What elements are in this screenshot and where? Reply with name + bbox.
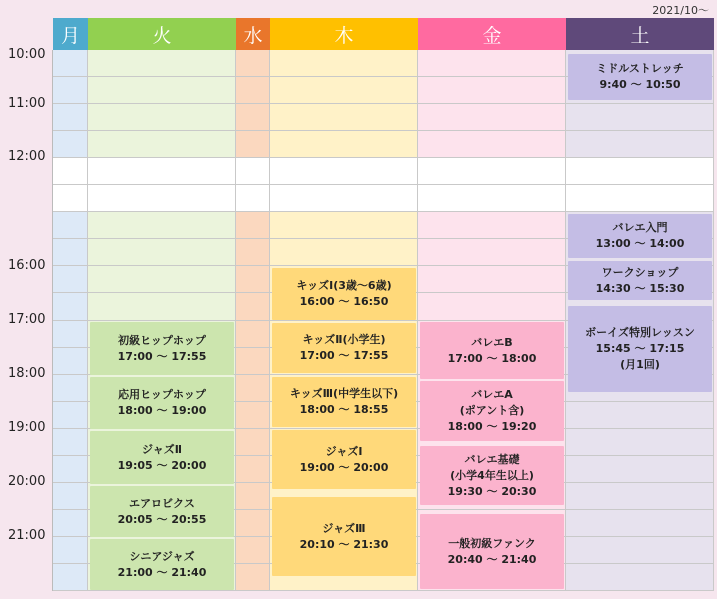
class-time: 15:45 〜 17:15 (月1回) [595, 342, 685, 371]
slot-fri [418, 131, 566, 158]
class-title: 応用ヒップホップ [118, 388, 206, 401]
slot-fri [418, 50, 566, 77]
slot-wed [236, 564, 270, 591]
grid-border [52, 50, 53, 591]
class-block[interactable] [568, 261, 712, 300]
slot-wed [236, 537, 270, 564]
slot-sat [566, 564, 714, 591]
slot-mon [53, 402, 88, 429]
class-title: ジャズⅢ [322, 521, 366, 535]
slot-wed [236, 321, 270, 348]
slot-fri [418, 239, 566, 266]
slot-mon [53, 212, 88, 239]
slot-wed [236, 348, 270, 375]
slot-mon [53, 456, 88, 483]
time-label: 21:00 [8, 528, 46, 543]
class-title: キッズⅡ(小学生) [302, 333, 386, 346]
slot-tue [88, 50, 236, 77]
class-title: エアロビクス [129, 496, 195, 510]
class-title: バレエ基礎 (小学4年生以上) [450, 452, 534, 482]
class-block[interactable] [90, 377, 234, 429]
time-label: 17:00 [8, 312, 46, 327]
slot-thu [270, 212, 418, 239]
class-title: ボーイズ特別レッスン [585, 326, 695, 339]
time-label: 18:00 [8, 366, 46, 381]
slot-wed [236, 239, 270, 266]
slot-tue [88, 266, 236, 293]
class-block[interactable] [568, 214, 712, 258]
slot-thu [270, 50, 418, 77]
slot-sat [566, 402, 714, 429]
class-time: 21:00 〜 21:40 [117, 565, 207, 579]
class-title: 初級ヒップホップ [118, 333, 206, 347]
slot-mon [53, 375, 88, 402]
slot-sat [566, 429, 714, 456]
slot-wed [236, 483, 270, 510]
slot-wed [236, 429, 270, 456]
day-header-sat: 土 [566, 18, 714, 50]
class-time: 9:40 〜 10:50 [599, 78, 681, 91]
slot-sat [566, 104, 714, 131]
slot-tue [88, 185, 236, 212]
slot-sat [566, 483, 714, 510]
time-label: 16:00 [8, 258, 46, 273]
class-time: 17:00 〜 18:00 [447, 351, 537, 365]
slot-wed [236, 50, 270, 77]
class-time: 13:00 〜 14:00 [595, 237, 685, 250]
time-label: 11:00 [8, 96, 46, 111]
slot-tue [88, 77, 236, 104]
class-block[interactable] [568, 54, 712, 100]
slot-mon [53, 158, 88, 185]
slot-wed [236, 375, 270, 402]
slot-wed [236, 293, 270, 321]
slot-tue [88, 293, 236, 321]
slot-sat [566, 537, 714, 564]
class-block[interactable] [272, 377, 416, 427]
class-block[interactable] [420, 322, 564, 379]
slot-tue [88, 212, 236, 239]
slot-wed [236, 266, 270, 293]
slot-mon [53, 564, 88, 591]
day-header-thu: 木 [270, 18, 418, 50]
class-title: シニアジャズ [129, 549, 195, 563]
slot-wed [236, 158, 270, 185]
slot-thu [270, 77, 418, 104]
slot-fri [418, 158, 566, 185]
slot-mon [53, 537, 88, 564]
slot-fri [418, 266, 566, 293]
class-time: 16:00 〜 16:50 [299, 295, 389, 308]
slot-sat [566, 456, 714, 483]
class-block[interactable] [90, 486, 234, 537]
class-title: ジャズⅡ [141, 442, 183, 456]
class-time: 20:40 〜 21:40 [447, 552, 537, 566]
class-block[interactable] [90, 539, 234, 590]
day-header-tue: 火 [88, 18, 236, 50]
class-title: バレエA (ポアント含) [459, 388, 525, 417]
slot-tue [88, 131, 236, 158]
class-block[interactable] [90, 431, 234, 484]
class-time: 20:10 〜 21:30 [299, 537, 389, 551]
class-block[interactable] [272, 430, 416, 489]
slot-fri [418, 212, 566, 239]
slot-mon [53, 239, 88, 266]
class-title: ワークショップ [601, 265, 679, 279]
day-header-wed: 水 [236, 18, 270, 50]
class-block[interactable] [420, 381, 564, 441]
slot-thu [270, 185, 418, 212]
slot-wed [236, 212, 270, 239]
class-time: 14:30 〜 15:30 [595, 281, 685, 295]
class-title: バレエB [471, 335, 513, 349]
class-time: 18:00 〜 19:00 [117, 404, 207, 417]
slot-tue [88, 104, 236, 131]
class-block[interactable] [420, 514, 564, 589]
slot-sat [566, 510, 714, 537]
slot-mon [53, 266, 88, 293]
slot-fri [418, 293, 566, 321]
class-block[interactable] [420, 446, 564, 505]
class-time: 18:00 〜 18:55 [299, 403, 389, 416]
slot-wed [236, 456, 270, 483]
time-label: 20:00 [8, 474, 46, 489]
slot-thu [270, 131, 418, 158]
class-title: キッズⅠ(3歳〜6歳) [296, 279, 392, 292]
date-label: 2021/10〜 [652, 4, 709, 17]
class-time: 19:05 〜 20:00 [117, 458, 207, 472]
slot-wed [236, 77, 270, 104]
slot-fri [418, 104, 566, 131]
class-block[interactable] [272, 323, 416, 373]
slot-thu [270, 158, 418, 185]
class-block[interactable] [568, 306, 712, 392]
class-time: 17:00 〜 17:55 [117, 349, 207, 363]
slot-wed [236, 402, 270, 429]
class-block[interactable] [90, 322, 234, 375]
slot-sat [566, 131, 714, 158]
class-title: キッズⅢ(中学生以下) [289, 387, 399, 400]
slot-fri [418, 185, 566, 212]
day-header-fri: 金 [418, 18, 566, 50]
slot-tue [88, 158, 236, 185]
slot-mon [53, 483, 88, 510]
class-title: ミドルストレッチ [596, 62, 684, 75]
slot-wed [236, 131, 270, 158]
class-time: 19:30 〜 20:30 [447, 484, 537, 498]
slot-sat [566, 158, 714, 185]
class-block[interactable] [272, 497, 416, 576]
slot-mon [53, 131, 88, 158]
time-label: 19:00 [8, 420, 46, 435]
slot-thu [270, 104, 418, 131]
class-block[interactable] [272, 268, 416, 320]
slot-mon [53, 510, 88, 537]
class-title: 一般初級ファンク [448, 536, 536, 550]
time-label: 12:00 [8, 149, 46, 164]
slot-mon [53, 321, 88, 348]
class-title: ジャズⅠ [325, 444, 363, 458]
slot-wed [236, 510, 270, 537]
day-header-mon: 月 [53, 18, 88, 50]
time-label: 10:00 [8, 47, 46, 62]
slot-wed [236, 104, 270, 131]
slot-mon [53, 104, 88, 131]
class-time: 17:00 〜 17:55 [299, 349, 389, 362]
slot-wed [236, 185, 270, 212]
slot-thu [270, 239, 418, 266]
slot-mon [53, 348, 88, 375]
slot-tue [88, 239, 236, 266]
class-time: 18:00 〜 19:20 [447, 420, 537, 433]
slot-mon [53, 77, 88, 104]
slot-mon [53, 185, 88, 212]
slot-mon [53, 293, 88, 321]
slot-mon [53, 429, 88, 456]
class-time: 19:00 〜 20:00 [299, 460, 389, 474]
class-title: バレエ入門 [612, 221, 668, 234]
slot-fri [418, 77, 566, 104]
class-time: 20:05 〜 20:55 [117, 512, 207, 526]
slot-mon [53, 50, 88, 77]
slot-sat [566, 185, 714, 212]
